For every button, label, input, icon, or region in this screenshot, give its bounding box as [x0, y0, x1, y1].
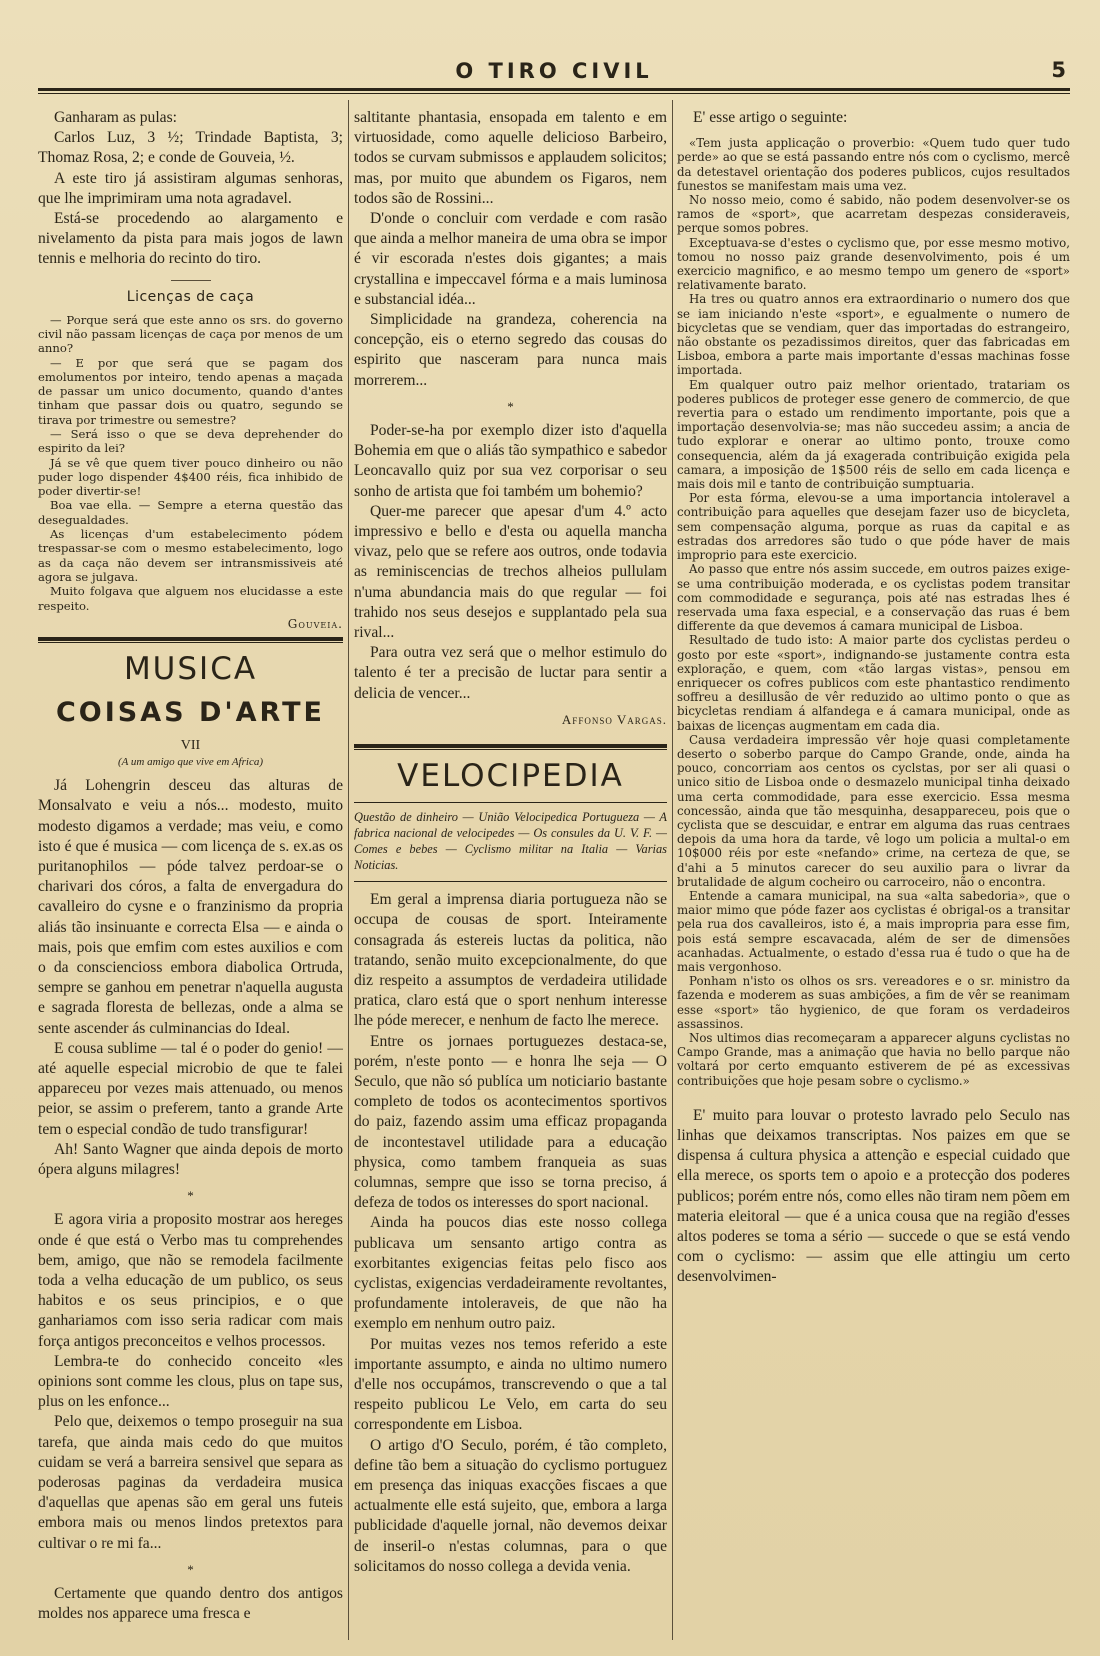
section-summary: Questão de dinheiro — União Velocipedica Portugueza — A fabrica nacional de velocipedes — Os consules da U. V. F. — Comes e bebes — Cyclismo militar na Italia — Varias Noticias.	[354, 810, 667, 873]
asterisk-separator: *	[507, 398, 514, 414]
section-rule-thin	[354, 881, 667, 882]
paragraph: Carlos Luz, 3 ½; Trindade Baptista, 3; Thomaz Rosa, 2; e conde de Gouveia, ½.	[38, 129, 343, 167]
paragraph: — Porque será que este anno os srs. do governo civil não passam licenças de caça por menos de um anno?	[38, 312, 343, 356]
article-title: COISAS D'ARTE	[55, 697, 325, 729]
paragraph: Já se vê que quem tiver pouco dinheiro ou não puder logo dispender 4$400 réis, fica inhibido de poder divertir-se!	[38, 455, 343, 499]
paragraph: Em geral a imprensa diaria portugueza não se occupa de cousas de sport. Inteiramente consagrada ás estereis luctas da politica, não tratando, senão muito excepcionalmente, do que diz respeito a assumptos de verdadeira utilidade pratica, claro está que o sport nenhum interesse lhe póde merecer, e nenhum de facto lhe merece.	[354, 891, 667, 1030]
paragraph: E cousa sublime — tal é o poder do genio! — até aquelle especial microbio de que te falei appareceu por vezes mais attenuado, ou menos peior, se assim o preferem, tanto a grande Arte tem o especial condão de tudo transfigurar!	[38, 1039, 343, 1138]
velocipedia-intro	[677, 108, 1070, 128]
section-title-musica: MUSICA	[123, 651, 258, 688]
paragraph: Boa vae ella. — Sempre a eterna questão das desegualdades.	[38, 498, 343, 527]
velocipedia-article	[354, 890, 667, 1577]
asterisk-separator: *	[187, 1561, 194, 1577]
paragraph: E' esse artigo o seguinte:	[693, 109, 848, 126]
column-3	[677, 108, 1070, 1643]
paragraph: O artigo d'O Seculo, porém, é tão completo, define tão bem a situação do cyclismo portuguez em presença das iniquas exacções fiscaes a que actualmente elle está sujeito, que, embora a larga publicidade d'aquelle jornal, não devemos deixar de inseril-o n'estas columnas, para o que solicitamos do nosso collega a devida venia.	[354, 1436, 667, 1575]
paragraph: Entre os jornaes portuguezes destaca-se, porém, n'este ponto — e honra lhe seja — O Seculo, que não só publíca um noticiario bastante completo de todos os acontecimentos sportivos do paiz, fazendo assim uma efficaz propaganda de incontestavel utilidade para a educação physica, como tambem franqueia as suas columnas, sempre que isso se torna preciso, á defeza de todos os interesses do sport nacional.	[354, 1032, 667, 1212]
paragraph: Certamente que quando dentro dos antigos moldes nos apparece uma fresca e	[38, 1585, 343, 1623]
paragraph: Ah! Santo Wagner que ainda depois de morto ópera alguns milagres!	[38, 1140, 343, 1179]
paragraph: E' muito para louvar o protesto lavrado pelo Seculo nas linhas que deixamos transcriptas. Nos paizes em que se dispensa á cultura physica a attenção e especial cuidado que ella merece, os sports tem o apoio e a protecção dos poderes publicos; porém entre nós, como elles não tiram nem põem em materia eleitoral — que é a unica cousa que na região d'esses altos poderes se toma a sério — succede o que se está vendo com o cyclismo: — assim que elle attingiu um certo desenvolvimen-	[677, 1106, 1070, 1286]
coisas-article-continued	[354, 108, 667, 730]
paragraph: — Será isso o que se deva deprehender do espirito da lei?	[38, 427, 343, 456]
article-number: VII	[180, 738, 201, 754]
paragraph: «Tem justa applicação o proverbio: «Quem tudo quer tudo perde» ao que se está passando entre nós com o cyclismo, mercê da detestavel orientação dos poderes publicos, cujos resultados funestos se manifestam mais uma vez.	[677, 136, 1070, 193]
column-divider	[672, 100, 673, 1640]
paragraph: Já Lohengrin desceu das alturas de Monsalvato e veiu a nós... modesto, muito modesto digamos a verdade; mas veiu, e como isto é que é musica — com licença de s. ex.as os puritanophilos — póde talvez perdoar-se o charivari dos córos, a falta de envergadura do cavalleiro do cysne e o franzinismo da propria aliás tão insinuante e correcta Elsa — e ainda o mais, pois que emfim com estes auxilios e com o da consciencioss embora diabolica Ortruda, sempre se ganhou em penetrar n'aquella augusta e sagrada floresta de bellezas, onde a alma se sente ascender ás culminancias do Ideal.	[38, 777, 343, 1037]
paragraph: E agora viria a proposito mostrar aos hereges onde é que está o Verbo mas tu comprehendes bem, amigo, que não se remodela facilmente toda a velha educação de um publico, os seus habitos e os seus principios, e o que ganhariamos com isso seria radicar com mais força antigos preconceitos e velhos processos.	[38, 1211, 343, 1350]
paragraph: Ponham n'isto os olhos os srs. vereadores e o sr. ministro da fazenda e moderem as suas ambições, a fim de vêr se reanimam esse «sport» tão hygienico, de que foram os verdadeiros assassinos.	[677, 974, 1070, 1031]
section-rule-thin	[354, 802, 667, 803]
paragraph: Ainda ha poucos dias este nosso collega publicava um sensanto artigo contra as exorbitantes exigencias feitas pelo fisco aos cyclistas, exigencias verdadeiramente revoltantes, profundamente intoleraveis, de que não ha exemplo em nenhum outro paiz.	[354, 1214, 667, 1333]
paragraph: saltitante phantasia, ensopada em talento e em virtuosidade, como aquelle delicioso Barbeiro, todos se curvam submissos e applaudem solicitos; mas, por muito que abundem os Figaros, nem todos são de Rossini...	[354, 109, 667, 207]
coisas-article	[38, 776, 343, 1624]
paragraph: Simplicidade na grandeza, coherencia na concepção, eis o eterno segredo das cousas do espirito que nasceram para nunca mais morrerem...	[354, 311, 667, 389]
paragraph: Ao passo que entre nós assim succede, em outros paizes exige-se uma contribuição moderada, e os cyclistas podem transitar com commodidade e segurança, pois até nas estradas lhes é reservada uma faxa especial, e a conservação das ruas é bem differente da que devemos á camara municipal de Lisboa.	[677, 562, 1070, 634]
paragraph: Exceptuava-se d'estes o cyclismo que, por esse mesmo motivo, tomou no nosso paiz grande desenvolvimento, pois é um exercicio magnifico, e ao mesmo tempo um genero de «sport» relativamente barato.	[677, 235, 1070, 293]
section-rule	[354, 744, 667, 748]
paragraph: Está-se procedendo ao alargamento e nivelamento da pista para mais jogos de lawn tennis e melhoria do recinto do tiro.	[38, 210, 343, 268]
paragraph: Por muitas vezes nos temos referido a este importante assumpto, e ainda no ultimo numero d'elle nos occupámos, transcrevendo o que a tal respeito publicou Le Velo, em carta do seu correspondente em Lisboa.	[354, 1335, 667, 1434]
paragraph: Ha tres ou quatro annos era extraordinario o numero dos que se iam iniciando n'este «sport», e egualmente o numero de bicycletas que se vendiam, quer das importadas do estrangeiro, não obstante os pezadissimos direitos, quer das fabricadas em Lisboa, embora a parte mais importante d'essas machinas fosse importada.	[677, 292, 1070, 378]
section-title-velocipedia: VELOCIPEDIA	[397, 758, 624, 795]
paragraph: Por esta fórma, elevou-se a uma importancia intoleravel a contribuição para aquelles que desejam fazer uso de bicycleta, sem compensação alguma, porque as ruas da capital e as estradas dos arredores são tudo o que póde haver de mais improprio para este exercicio.	[677, 491, 1070, 563]
header-rule-thin	[38, 93, 1070, 94]
section-rule	[38, 637, 343, 641]
article-dedication: (A um amigo que vive em Africa)	[118, 756, 263, 769]
paragraph: Quer-me parecer que apesar d'um 4.º acto impressivo e bello e d'esta ou aquella mancha vivaz, pelo que se refere aos outros, onde todavia as reminiscencias de trechos alheios pullulam n'uma abundancia mais do que regular — foi trahido nos seus desejos e supplantado pela sua rival...	[354, 502, 667, 642]
quoted-article	[677, 136, 1070, 1088]
paragraph: D'onde o concluir com verdade e com rasão que ainda a melhor maneira de uma obra se impor é vir escorada n'estes dois gigantes; a mais crystallina e impeccavel fórma e a mais luminosa e substancial idéa...	[354, 210, 667, 308]
asterisk-separator: *	[187, 1188, 194, 1204]
tiro-report	[38, 108, 343, 270]
paragraph: Resultado de tudo isto: A maior parte dos cyclistas perdeu o gosto por este «sport», indignando-se justamente contra esta exploração, e quem, com «tão largas vistas», pensou em enriquecer os cofres publicos com este phantastico rendimento soffreu a desillusão de vêr reduzido ao ultimo ponto o que as bicycletas rendiam á alfandega e á camara municipal, onde as baixas de licenças augmentam em cada dia.	[677, 633, 1070, 733]
column-1	[38, 108, 343, 1643]
paragraph: Entende a camara municipal, na sua «alta sabedoria», que o maior mimo que póde fazer aos cyclistas é obrigal-os a transitar pela rua dos cavalleiros, isto é, a mais impropria para esse fim, pois está sempre escavacada, além de ser de dimensões acanhadas. Actualmente, o estado d'essa rua é tudo o que ha de mais vergonhoso.	[677, 888, 1070, 974]
section-heading: Licenças de caça	[126, 288, 255, 305]
paragraph: Nos ultimos dias recomeçaram a apparecer alguns cyclistas no Campo Grande, mas a animação que havia no bello parque não voltará por certo emquanto estiverem de pé as excessivas contribuições que hoje pesam sobre o cyclismo.»	[677, 1031, 1070, 1088]
paragraph: Para outra vez será que o melhor estimulo do talento é ter a precisão de luctar para sentir a delicia de vencer...	[354, 644, 667, 702]
paragraph: As licenças d'um estabelecimento pódem trespassar-se com o mesmo estabelecimento, logo as da caça não devem ser intransmissiveis até agora se julgava.	[38, 527, 343, 584]
paragraph: Lembra-te do conhecido conceito «les opinions sont comme les clous, plus on tape sus, plus on les enfonce...	[38, 1352, 343, 1411]
paragraph: Muito folgava que alguem nos elucidasse a este respeito.	[38, 584, 343, 613]
section-rule-thin	[38, 642, 343, 643]
page-number: 5	[1051, 58, 1066, 82]
paragraph: Pelo que, deixemos o tempo proseguir na sua tarefa, que ainda mais cedo do que muitos cuidam se verá a barreira sensivel que separa as poderosas paginas da verdadeira musica d'aquellas que apenas são em geral uns futeis embora mais ou menos lindos pretextos para cultivar o re mi fa...	[38, 1413, 343, 1552]
author-signature: Affonso Vargas.	[561, 711, 667, 727]
paragraph: Poder-se-ha por exemplo dizer isto d'aquella Bohemia em que o aliás tão sympathico e sabedor Leoncavallo quiz por sua vez corporisar o seu sonho de artista que foi também um bohemio?	[354, 422, 667, 500]
newspaper-title: O TIRO CIVIL	[455, 59, 653, 83]
paragraph: No nosso meio, como é sabido, não podem desenvolver-se os ramos de «sport», que acarretam despezas consideraveis, perque somos pobres.	[677, 193, 1070, 236]
author-signature: Gouveia.	[287, 616, 343, 631]
section-rule-thin	[354, 749, 667, 750]
header-rule-thick	[38, 88, 1070, 91]
column-divider	[348, 100, 349, 1640]
paragraph: Ganharam as pulas:	[54, 109, 177, 126]
column-2	[354, 108, 667, 1643]
paragraph: A este tiro já assistiram algumas senhoras, que lhe imprimiram uma nota agradavel.	[38, 169, 343, 207]
paragraph: — E por que será que se pagam dos emolumentos por inteiro, tendo apenas a maçada de passar um unico documento, quando d'antes tinham que passar dois ou quatro, segundo se tirava por trimestre ou semestre?	[38, 355, 343, 427]
separator	[171, 280, 211, 281]
paragraph: Em qualquer outro paiz melhor orientado, tratariam os poderes publicos de proteger esse genero de commercio, de que revertia para o estado um rendimento importante, pois que a importação desenvolvia-se; mas não succedeu assim; a ancia de tudo explorar e onerar ao ultimo ponto, trouxe como consequencia, além da já exagerada contribuição exigida pela camara, a imposição de 1$500 réis de sello em cada licença e mais dois mil e tanto de contribuição sumptuaria.	[677, 377, 1070, 492]
velocipedia-closing	[677, 1106, 1070, 1288]
licencas-article	[38, 313, 343, 632]
paragraph: Causa verdadeira impressão vêr hoje quasi completamente deserto o soberbo parque do Campo Grande, onde, ainda ha pouco, concorriam aos centos os cyclstas, por ser ali quasi o unico sitio de Lisboa onde o desmazelo municipal tinha deixado uma certa commodidade, para esse exercicio. Essa mesma concessão, ainda que tão mesquinha, desappareceu, pois que o cyclista que se descuidar, e entrar em alguma das ruas centraes depois da uma hora da tarde, vê logo um policia a multal-o em 10$000 réis por este «nefando» crime, na certeza de que, se d'ahi a 5 minutos carecer do seu auxilio para o livrar da brutalidade de algum cocheiro ou carroceiro, não o encontra.	[677, 732, 1070, 889]
page-header	[38, 56, 1070, 86]
